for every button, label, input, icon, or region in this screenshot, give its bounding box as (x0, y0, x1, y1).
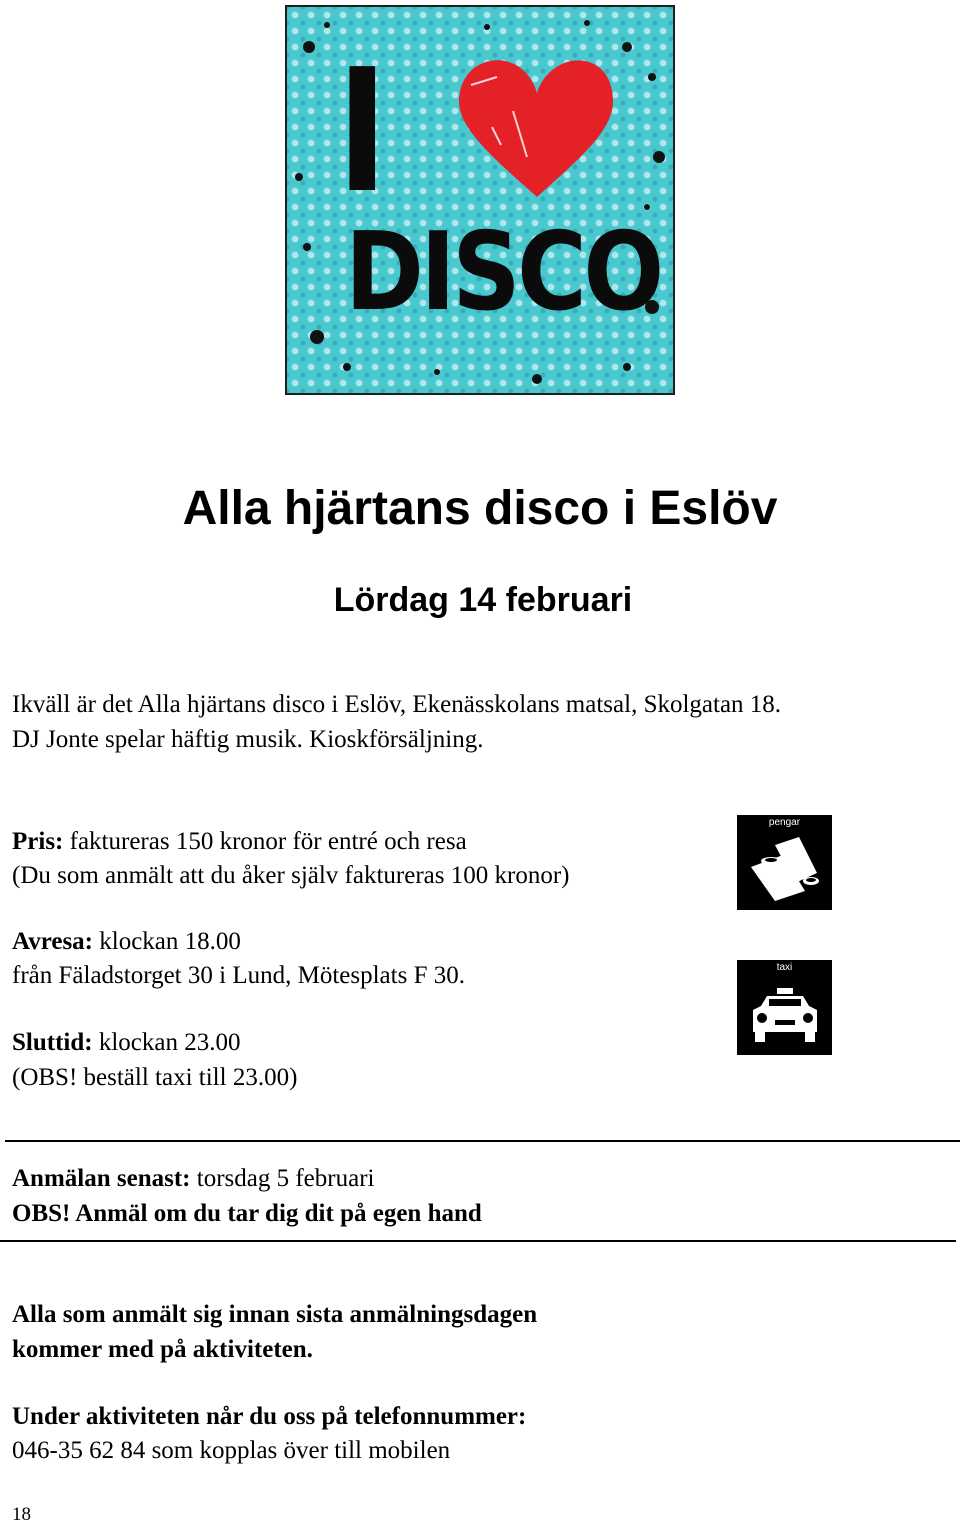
price-label: Pris: (12, 828, 64, 855)
i-love-disco-poster (285, 5, 675, 395)
heart-icon (287, 7, 675, 395)
departure-line (12, 925, 241, 959)
end-label: Sluttid: (12, 1029, 93, 1056)
registration-label: Anmälan senast: (12, 1165, 191, 1192)
price-note: (Du som anmält att du åker själv faktureras 100 kronor) (12, 862, 570, 889)
departure-text: klockan 18.00 (93, 928, 241, 955)
taxi-caption: taxi (776, 962, 793, 973)
intro-line-2: DJ Jonte spelar häftig musik. Kioskförsäljning. (12, 726, 484, 753)
contact-label: Under aktiviteten når du oss på telefonnummer: (12, 1403, 527, 1430)
event-date: Lördag 14 februari (333, 581, 633, 619)
price-line (12, 825, 467, 859)
end-text: klockan 23.00 (92, 1029, 241, 1056)
contact-phone: 046-35 62 84 som kopplas över till mobilen (12, 1437, 451, 1464)
money-icon (737, 815, 832, 910)
registration-line (12, 1162, 374, 1196)
registration-text: torsdag 5 februari (190, 1165, 375, 1192)
page-title: Alla hjärtans disco i Eslöv (182, 482, 778, 535)
divider-bottom (0, 1240, 956, 1242)
end-note: (OBS! beställ taxi till 23.00) (12, 1064, 298, 1091)
rule-line-1: Alla som anmält sig innan sista anmälningsdagen (12, 1301, 538, 1328)
money-pictogram (737, 815, 832, 910)
price-text: faktureras 150 kronor för entré och resa (63, 828, 467, 855)
intro-line-1: Ikväll är det Alla hjärtans disco i Eslöv, Ekenässkolans matsal, Skolgatan 18. (12, 691, 782, 718)
divider-top (5, 1140, 960, 1142)
taxi-icon (737, 960, 832, 1055)
departure-place: från Fäladstorget 30 i Lund, Mötesplats F 30. (12, 962, 465, 989)
registration-note: OBS! Anmäl om du tar dig dit på egen hand (12, 1200, 482, 1227)
poster-letter-i: I (337, 33, 388, 231)
departure-label: Avresa: (12, 928, 93, 955)
rule-line-2: kommer med på aktiviteten. (12, 1336, 313, 1363)
taxi-pictogram (737, 960, 832, 1055)
money-caption: pengar (768, 817, 801, 828)
poster-word-disco: DISCO (345, 210, 661, 335)
end-line (12, 1026, 240, 1060)
page-number: 18 (12, 1504, 31, 1525)
